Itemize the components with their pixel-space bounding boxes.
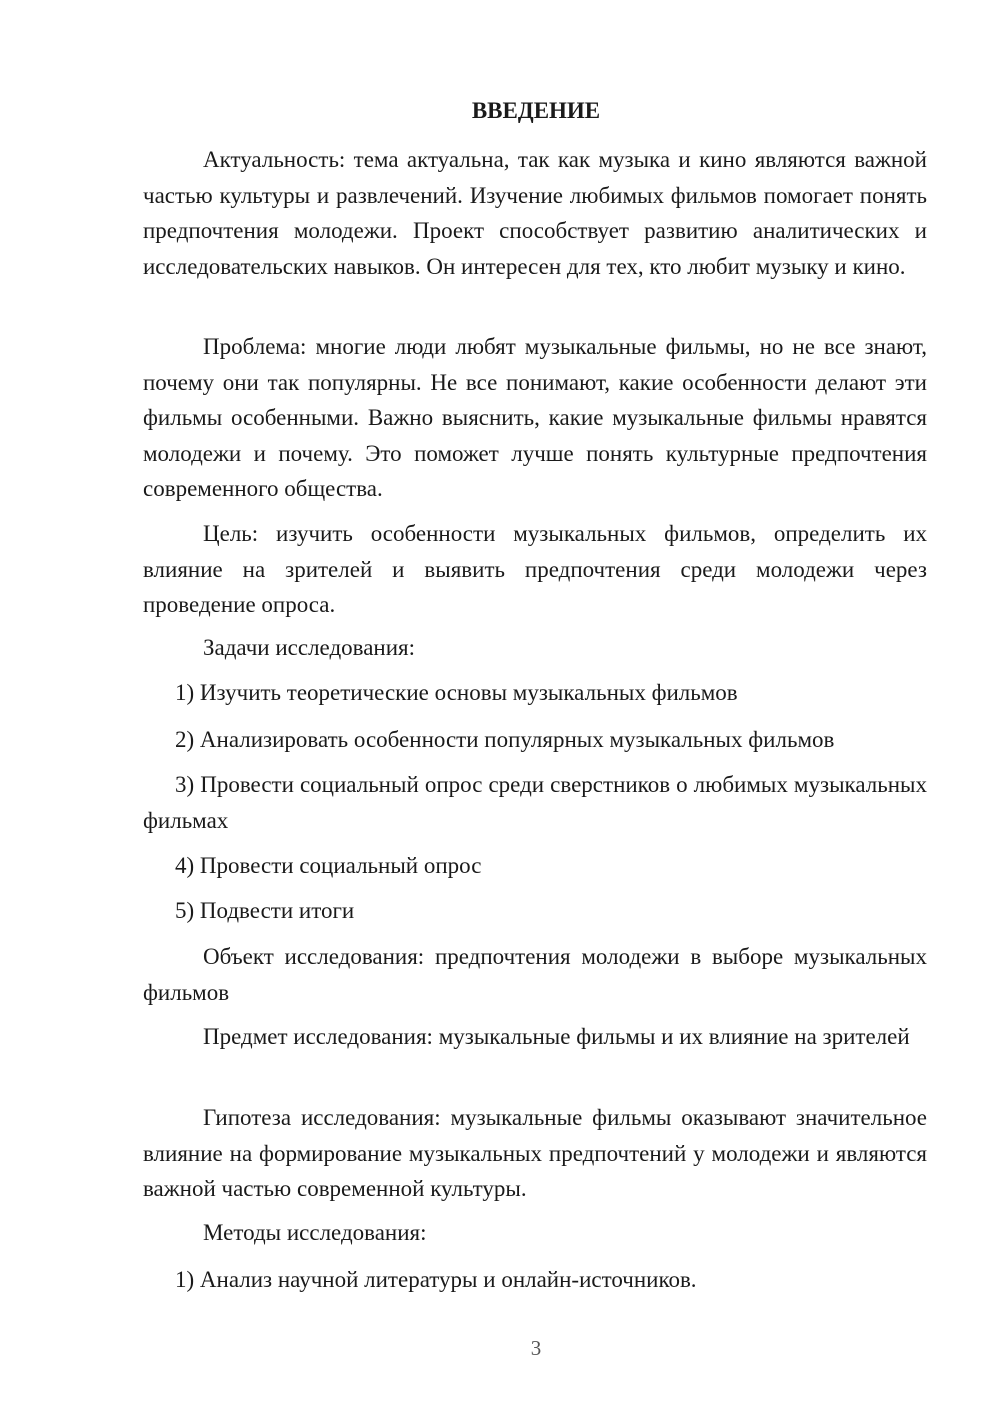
paragraph-methods-heading: Методы исследования: [203, 1220, 427, 1245]
task-item-4: 4) Провести социальный опрос [175, 853, 482, 878]
task-item-1: 1) Изучить теоретические основы музыкальных фильмов [175, 680, 738, 705]
paragraph-relevance: Актуальность: тема актуальна, так как музыка и кино являются важной частью культуры и развлечений. Изучение любимых фильмов помогает понять предпочтения молодежи. Проект способствует развитию аналитических и исследовательских навыков. Он интересен для тех, кто любит музыку и кино. [143, 147, 927, 279]
method-item-1: 1) Анализ научной литературы и онлайн-источников. [175, 1267, 697, 1292]
task-item-2: 2) Анализировать особенности популярных музыкальных фильмов [175, 727, 835, 752]
paragraph-tasks-heading: Задачи исследования: [203, 635, 416, 660]
task-item-3: 3) Провести социальный опрос среди сверстников о любимых музыкальных фильмах [143, 772, 927, 833]
paragraph-object: Объект исследования: предпочтения молодежи в выборе музыкальных фильмов [143, 944, 927, 1005]
paragraph-subject: Предмет исследования: музыкальные фильмы и их влияние на зрителей [203, 1024, 910, 1049]
page-number: 3 [530, 1336, 542, 1360]
section-heading: ВВЕДЕНИЕ [471, 98, 601, 123]
paragraph-hypothesis: Гипотеза исследования: музыкальные фильмы оказывают значительное влияние на формирование музыкальных предпочтений у молодежи и являются важной частью современной культуры. [143, 1105, 927, 1201]
paragraph-problem: Проблема: многие люди любят музыкальные фильмы, но не все знают, почему они так популярны. Не все понимают, какие особенности делают эти фильмы особенными. Важно выяснить, какие музыкальные фильмы нравятся молодежи и почему. Это поможет лучше понять культурные предпочтения современного общества. [143, 334, 927, 501]
task-item-5: 5) Подвести итоги [175, 898, 355, 923]
paragraph-goal: Цель: изучить особенности музыкальных фильмов, определить их влияние на зрителей и выявить предпочтения среди молодежи через проведение опроса. [143, 521, 927, 617]
